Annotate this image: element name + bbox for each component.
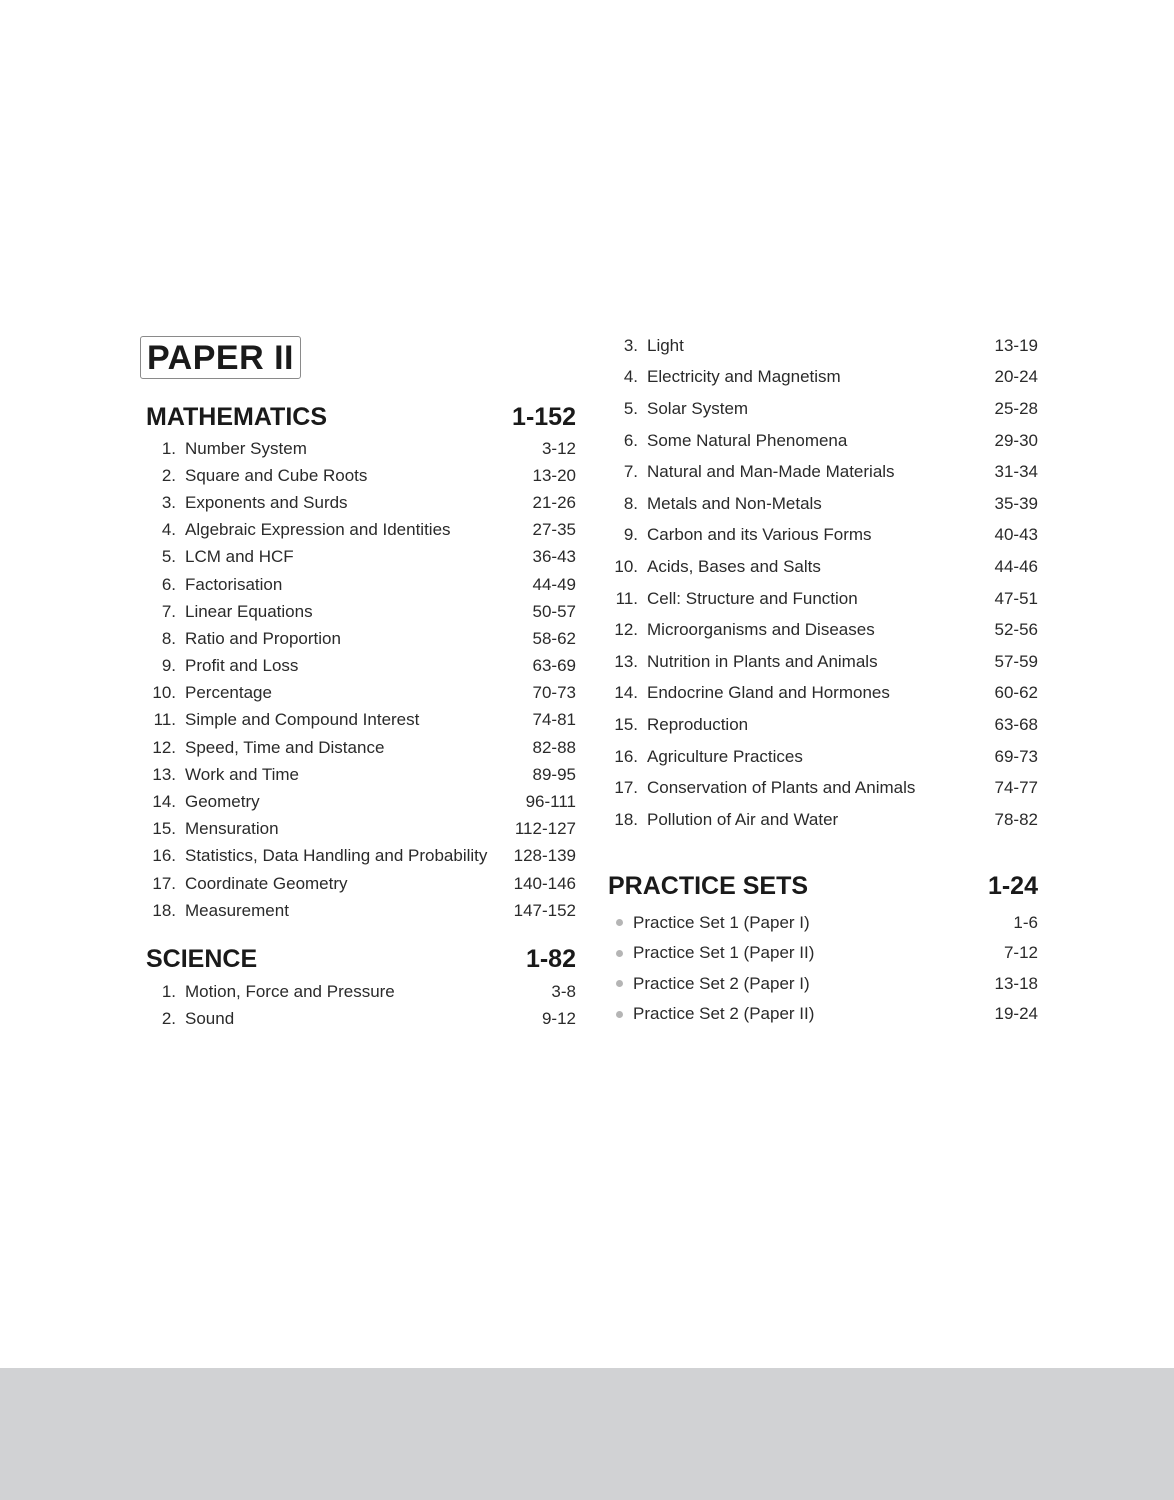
page-range: 9-12 (541, 1009, 576, 1029)
chapter-title: Reproduction (647, 714, 749, 734)
page-range: 63-69 (532, 656, 576, 676)
chapter-number: 9. (161, 656, 176, 676)
page-range: 50-57 (532, 601, 576, 621)
toc-entry-label (146, 765, 299, 785)
chapter-number: 8. (623, 493, 638, 513)
chapter-number: 11. (615, 588, 638, 608)
toc-entry[interactable] (140, 517, 576, 544)
page-range: 89-95 (532, 764, 576, 784)
toc-entry-label (614, 589, 858, 609)
toc-entry-label (614, 810, 838, 830)
practice-sets-list (608, 908, 1038, 1030)
page-range: 47-51 (994, 588, 1038, 608)
practice-set-label (608, 974, 810, 994)
toc-entry[interactable] (140, 435, 576, 462)
toc-entry[interactable] (608, 393, 1038, 425)
page-range: 57-59 (994, 651, 1038, 671)
toc-entry[interactable] (140, 462, 576, 489)
toc-entry[interactable] (608, 772, 1038, 804)
toc-entry-label (146, 846, 487, 866)
page-range: 60-62 (994, 683, 1038, 703)
toc-entry-label (614, 683, 890, 703)
toc-entry[interactable] (140, 897, 576, 924)
toc-entry[interactable] (140, 734, 576, 761)
toc-entry-label (146, 629, 341, 649)
chapter-number: 7. (161, 601, 176, 621)
chapter-title: Geometry (185, 792, 260, 812)
toc-entry[interactable] (140, 625, 576, 652)
page-range: 31-34 (994, 462, 1038, 482)
chapter-title: Light (647, 335, 684, 355)
practice-set-title: Practice Set 1 (Paper I) (633, 912, 810, 932)
toc-entry-label (614, 367, 841, 387)
toc-entry[interactable] (608, 456, 1038, 488)
toc-entry[interactable] (608, 583, 1038, 615)
science-list-part-1 (140, 978, 576, 1032)
toc-entry[interactable] (140, 571, 576, 598)
toc-entry[interactable] (608, 646, 1038, 678)
practice-sets-heading (608, 866, 1038, 906)
science-heading (140, 940, 576, 978)
toc-entry-label (614, 399, 748, 419)
toc-entry-label (146, 602, 313, 622)
chapter-number: 2. (161, 465, 176, 485)
page-range: 35-39 (994, 493, 1038, 513)
page-range: 69-73 (994, 746, 1038, 766)
chapter-title: Exponents and Surds (185, 492, 348, 512)
chapter-number: 17. (614, 778, 638, 798)
page-range: 7-12 (1003, 943, 1038, 963)
chapter-title: Percentage (185, 683, 272, 703)
page-range: 52-56 (994, 620, 1038, 640)
toc-entry-label (146, 466, 367, 486)
toc-entry-label (614, 494, 822, 514)
practice-set-label (608, 943, 814, 963)
practice-set-title: Practice Set 2 (Paper II) (633, 1004, 815, 1024)
chapter-number: 6. (161, 574, 176, 594)
section-title: SCIENCE (146, 945, 258, 974)
chapter-number: 18. (152, 900, 176, 920)
chapter-title: Pollution of Air and Water (647, 809, 839, 829)
toc-entry-label (146, 683, 272, 703)
chapter-title: LCM and HCF (185, 547, 294, 567)
toc-entry[interactable] (608, 425, 1038, 457)
toc-entry[interactable] (608, 362, 1038, 394)
page-range: 82-88 (532, 737, 576, 757)
toc-entry[interactable] (140, 816, 576, 843)
chapter-number: 15. (152, 819, 176, 839)
chapter-title: Agriculture Practices (647, 746, 803, 766)
toc-entry[interactable] (608, 330, 1038, 362)
toc-entry-label (614, 778, 915, 798)
chapter-number: 7. (623, 462, 638, 482)
page-range: 3-8 (551, 981, 576, 1001)
bullet-icon (616, 980, 623, 987)
toc-entry-label (614, 462, 895, 482)
mathematics-heading (140, 399, 576, 435)
practice-set-entry[interactable] (608, 908, 1038, 939)
chapter-number: 16. (614, 746, 638, 766)
footer-band (0, 1368, 1174, 1500)
chapter-number: 1. (161, 438, 176, 458)
page-range: 96-111 (525, 792, 576, 812)
chapter-number: 12. (152, 737, 176, 757)
chapter-number: 4. (161, 520, 176, 540)
chapter-title: Sound (185, 1009, 235, 1029)
toc-entry[interactable] (140, 680, 576, 707)
toc-entry-label (614, 747, 803, 767)
chapter-title: Endocrine Gland and Hormones (647, 683, 890, 703)
page-range: 21-26 (532, 492, 576, 512)
toc-entry[interactable] (140, 598, 576, 625)
toc-entry-label (146, 575, 282, 595)
page-range: 25-28 (994, 398, 1038, 418)
chapter-title: Nutrition in Plants and Animals (647, 651, 878, 671)
chapter-number: 6. (623, 430, 638, 450)
chapter-number: 18. (614, 809, 638, 829)
toc-entry[interactable] (140, 978, 576, 1005)
chapter-number: 17. (152, 873, 176, 893)
left-column (140, 336, 576, 1033)
right-column (608, 330, 1038, 1030)
toc-entry[interactable] (140, 870, 576, 897)
chapter-title: Number System (185, 438, 307, 458)
page-range: 58-62 (532, 628, 576, 648)
page-range: 40-43 (994, 525, 1038, 545)
page-range: 112-127 (514, 819, 576, 839)
toc-entry-label (146, 819, 279, 839)
section-title: MATHEMATICS (146, 403, 327, 431)
practice-set-entry[interactable] (608, 999, 1038, 1030)
toc-entry[interactable] (608, 488, 1038, 520)
page-range: 140-146 (513, 873, 576, 893)
chapter-title: Work and Time (185, 764, 300, 784)
page-range: 44-49 (532, 574, 576, 594)
chapter-title: Simple and Compound Interest (185, 710, 420, 730)
chapter-title: Statistics, Data Handling and Probability (185, 846, 488, 866)
page-range: 63-68 (994, 714, 1038, 734)
toc-entry-label (614, 652, 878, 672)
chapter-title: Motion, Force and Pressure (185, 981, 395, 1001)
chapter-title: Microorganisms and Diseases (647, 620, 875, 640)
chapter-number: 1. (161, 981, 176, 1001)
section-title: PRACTICE SETS (608, 871, 809, 900)
page-range: 13-18 (994, 973, 1038, 993)
chapter-number: 5. (161, 547, 176, 567)
chapter-title: Algebraic Expression and Identities (185, 520, 451, 540)
toc-entry[interactable] (140, 761, 576, 788)
page-range: 13-19 (994, 335, 1038, 355)
bullet-icon (616, 919, 623, 926)
page-range: 3-12 (541, 438, 576, 458)
chapter-number: 12. (614, 620, 638, 640)
page-range: 19-24 (994, 1004, 1038, 1024)
toc-entry-label (146, 738, 384, 758)
practice-set-label (608, 913, 810, 933)
toc-entry[interactable] (140, 788, 576, 815)
toc-entry-label (146, 710, 419, 730)
chapter-number: 13. (614, 651, 638, 671)
chapter-number: 5. (623, 398, 638, 418)
toc-entry[interactable] (608, 520, 1038, 552)
toc-entry[interactable] (140, 1006, 576, 1033)
chapter-title: Measurement (185, 900, 289, 920)
page-range: 29-30 (994, 430, 1038, 450)
chapter-title: Coordinate Geometry (185, 873, 348, 893)
toc-entry[interactable] (608, 741, 1038, 773)
toc-entry-label (614, 431, 847, 451)
chapter-number: 14. (614, 683, 638, 703)
chapter-number: 14. (152, 792, 176, 812)
page-range: 128-139 (513, 846, 576, 866)
toc-entry-label (146, 656, 298, 676)
toc-entry-label (614, 336, 684, 356)
page-range: 74-77 (994, 778, 1038, 798)
chapter-title: Profit and Loss (185, 656, 299, 676)
page-range: 147-152 (513, 900, 576, 920)
toc-entry-label (146, 901, 289, 921)
toc-entry-label (614, 715, 748, 735)
practice-set-title: Practice Set 1 (Paper II) (633, 943, 815, 963)
chapter-number: 9. (623, 525, 638, 545)
chapter-number: 10. (614, 556, 638, 576)
toc-entry-label (146, 982, 395, 1002)
toc-entry[interactable] (140, 489, 576, 516)
toc-entry[interactable] (608, 804, 1038, 836)
practice-set-entry[interactable] (608, 938, 1038, 969)
chapter-title: Solar System (647, 398, 749, 418)
toc-entry[interactable] (140, 544, 576, 571)
toc-entry[interactable] (608, 678, 1038, 710)
chapter-number: 10. (152, 683, 176, 703)
chapter-title: Square and Cube Roots (185, 465, 368, 485)
chapter-title: Cell: Structure and Function (647, 588, 858, 608)
page-range: 78-82 (994, 809, 1038, 829)
toc-entry[interactable] (140, 653, 576, 680)
chapter-title: Natural and Man-Made Materials (647, 462, 895, 482)
page-range: 27-35 (532, 520, 576, 540)
section-range: 1-82 (525, 945, 576, 974)
toc-entry-label (146, 520, 451, 540)
chapter-number: 2. (161, 1009, 176, 1029)
chapter-title: Ratio and Proportion (185, 628, 341, 648)
chapter-title: Speed, Time and Distance (185, 737, 385, 757)
page-range: 36-43 (532, 547, 576, 567)
page-range: 70-73 (532, 683, 576, 703)
page-range: 1-6 (1013, 912, 1038, 932)
chapter-title: Mensuration (185, 819, 279, 839)
toc-entry[interactable] (140, 843, 576, 870)
chapter-number: 8. (161, 628, 176, 648)
toc-entry[interactable] (608, 709, 1038, 741)
bullet-icon (616, 1011, 623, 1018)
toc-entry-label (614, 620, 875, 640)
chapter-number: 11. (153, 710, 176, 730)
mathematics-list (140, 435, 576, 924)
chapter-title: Some Natural Phenomena (647, 430, 848, 450)
chapter-title: Conservation of Plants and Animals (647, 778, 916, 798)
toc-entry-label (146, 547, 294, 567)
practice-set-entry[interactable] (608, 969, 1038, 1000)
chapter-title: Linear Equations (185, 601, 313, 621)
toc-entry-label (146, 1009, 234, 1029)
chapter-number: 15. (614, 714, 638, 734)
chapter-title: Acids, Bases and Salts (647, 556, 821, 576)
page-range: 13-20 (532, 465, 576, 485)
science-list-part-2 (608, 330, 1038, 836)
chapter-number: 16. (152, 846, 176, 866)
practice-set-title: Practice Set 2 (Paper I) (633, 973, 810, 993)
section-range: 1-24 (987, 871, 1038, 900)
chapter-title: Metals and Non-Metals (647, 493, 822, 513)
chapter-number: 13. (152, 764, 176, 784)
page-range: 20-24 (994, 367, 1038, 387)
section-range: 1-152 (512, 403, 576, 431)
paper-title: PAPER II (140, 336, 301, 379)
toc-entry-label (146, 493, 348, 513)
toc-entry-label (614, 557, 821, 577)
chapter-number: 4. (623, 367, 638, 387)
chapter-number: 3. (161, 492, 176, 512)
bullet-icon (616, 950, 623, 957)
toc-entry-label (614, 525, 872, 545)
page-range: 44-46 (994, 556, 1038, 576)
chapter-title: Carbon and its Various Forms (647, 525, 872, 545)
practice-set-label (608, 1004, 814, 1024)
toc-entry[interactable] (608, 614, 1038, 646)
page-range: 74-81 (532, 710, 576, 730)
toc-entry[interactable] (608, 551, 1038, 583)
chapter-number: 3. (623, 335, 638, 355)
toc-entry-label (146, 874, 348, 894)
toc-entry-label (146, 439, 307, 459)
toc-entry[interactable] (140, 707, 576, 734)
toc-entry-label (146, 792, 260, 812)
chapter-title: Electricity and Magnetism (647, 367, 841, 387)
chapter-title: Factorisation (185, 574, 283, 594)
